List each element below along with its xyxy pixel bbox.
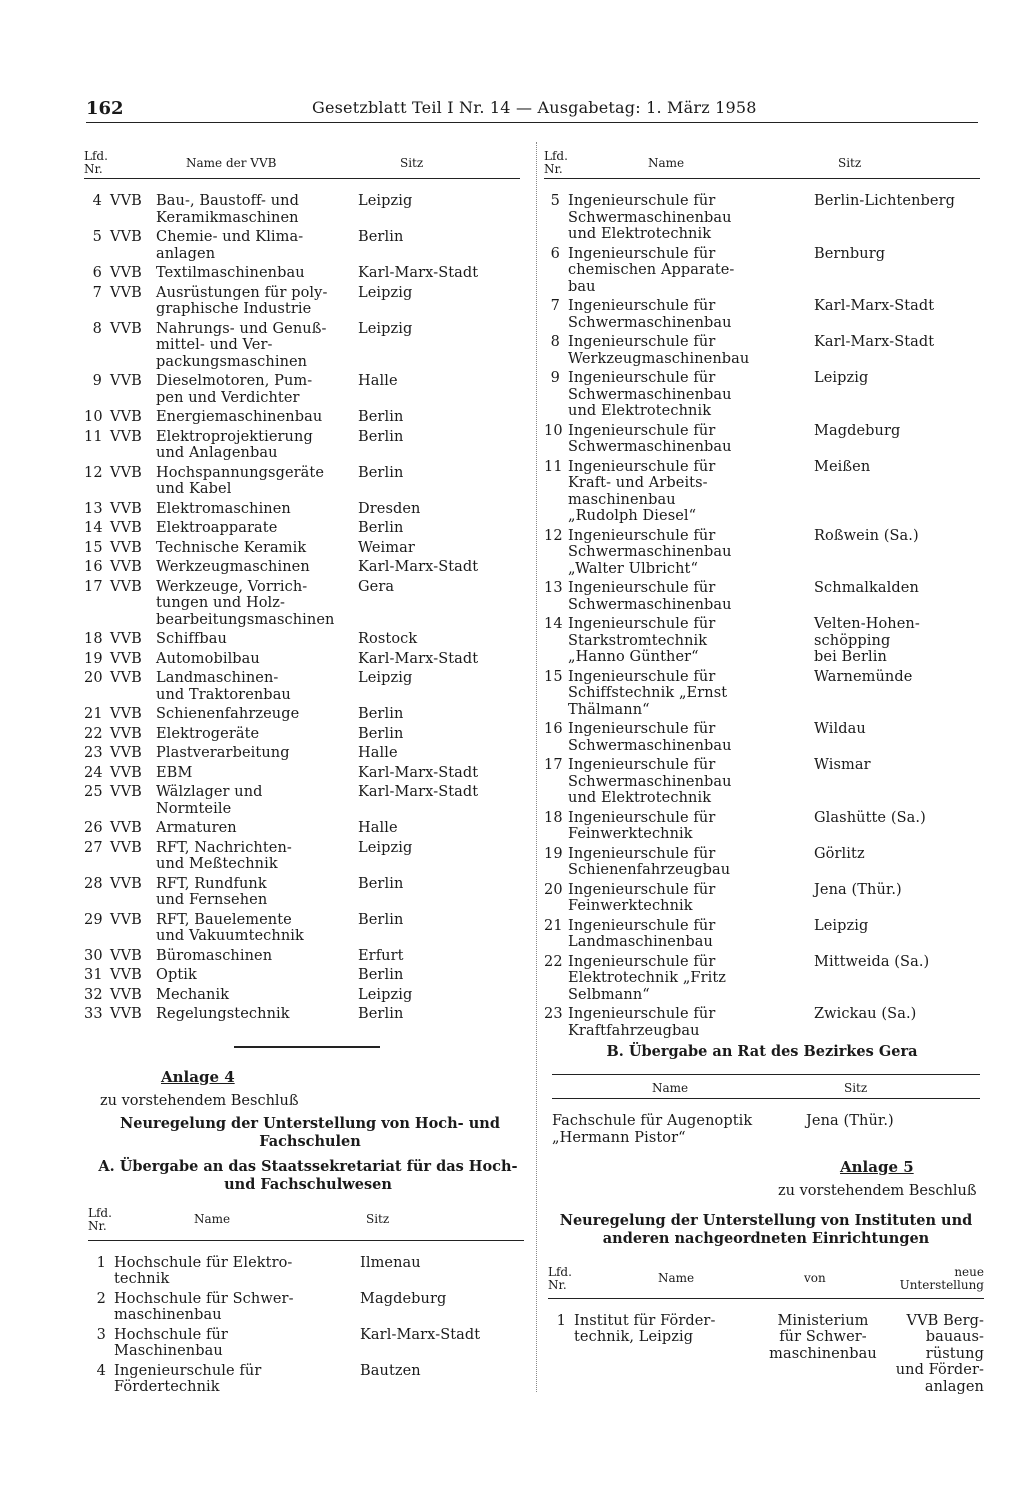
row-name: Nahrungs- und Genuß- mittel- und Ver- packungsmaschinen xyxy=(156,320,327,370)
row-prefix: VVB xyxy=(110,784,142,800)
row-number: 1 xyxy=(556,1312,566,1329)
row-sitz: Berlin xyxy=(358,428,404,445)
table-b xyxy=(552,1074,980,1149)
row-name: Ingenieurschule für Feinwerktechnik xyxy=(568,809,716,842)
row-number: 28 xyxy=(84,875,103,892)
table-row xyxy=(544,179,980,246)
table-row xyxy=(84,987,520,1007)
row-name: Elektroapparate xyxy=(156,520,278,536)
row-sitz: Berlin xyxy=(358,464,404,481)
row-sitz: Meißen xyxy=(814,458,871,475)
row-sitz: Berlin xyxy=(358,911,404,928)
row-sitz: Leipzig xyxy=(814,917,869,934)
row-number: 13 xyxy=(84,500,103,517)
row-sitz: Velten-Hohen- schöpping bei Berlin xyxy=(814,616,920,665)
row-prefix: VVB xyxy=(110,284,142,301)
row-number: 12 xyxy=(84,464,103,481)
table-row xyxy=(544,954,980,1007)
row-sitz: Leipzig xyxy=(814,370,869,386)
row-number: 4 xyxy=(92,193,102,209)
table-row xyxy=(84,373,520,409)
row-sitz: Karl-Marx-Stadt xyxy=(814,334,935,350)
row-name: Ingenieurschule für Feinwerktechnik xyxy=(568,881,716,914)
row-name: Regelungstechnik xyxy=(156,1006,290,1022)
table-row xyxy=(84,967,520,987)
row-sitz: Berlin xyxy=(358,875,404,892)
table-row xyxy=(84,706,520,726)
row-number: 14 xyxy=(84,520,103,536)
row-sitz: Berlin xyxy=(358,725,404,742)
table-row xyxy=(544,918,980,954)
row-prefix: VVB xyxy=(110,650,142,667)
table-row xyxy=(84,651,520,671)
table-row xyxy=(84,540,520,560)
header-rule xyxy=(86,122,978,123)
row-prefix: VVB xyxy=(110,839,142,856)
table-row xyxy=(88,1240,524,1291)
row-number: 1 xyxy=(96,1254,106,1271)
row-sitz: Jena (Thür.) xyxy=(806,1113,894,1129)
row-sitz: Leipzig xyxy=(358,320,413,337)
col-header-nr: Lfd. Nr. xyxy=(84,149,108,176)
row-number: 23 xyxy=(544,1006,563,1022)
row-number: 17 xyxy=(84,578,103,595)
row-number: 16 xyxy=(84,559,103,575)
row-sitz: Görlitz xyxy=(814,845,865,862)
row-name: EBM xyxy=(156,764,193,781)
row-number: 6 xyxy=(92,265,102,281)
table-row xyxy=(544,298,980,334)
row-sitz: Erfurt xyxy=(358,947,404,964)
anlage4-subtitle: zu vorstehendem Beschluß xyxy=(100,1093,299,1109)
row-prefix: VVB xyxy=(110,428,142,445)
row-sitz: Leipzig xyxy=(358,284,413,301)
row-sitz: Halle xyxy=(358,373,398,389)
row-name: Schienenfahrzeuge xyxy=(156,706,300,722)
page-title: Gesetzblatt Teil I Nr. 14 — Ausgabetag: 1. März 1958 xyxy=(312,98,757,117)
row-number: 5 xyxy=(550,193,560,209)
row-prefix: VVB xyxy=(110,320,142,337)
table-a-right xyxy=(544,150,980,1042)
row-number: 5 xyxy=(92,229,102,245)
row-name: Fachschule für Augenoptik „Hermann Pistor“ xyxy=(552,1113,753,1146)
row-number: 3 xyxy=(96,1326,106,1343)
row-sitz: Ilmenau xyxy=(360,1254,421,1271)
row-sitz: Magdeburg xyxy=(814,422,901,439)
table-row xyxy=(552,1099,980,1150)
row-name: Ingenieurschule für Starkstromtechnik „Hanno Günther“ xyxy=(568,616,716,665)
row-number: 2 xyxy=(96,1290,106,1307)
table-row xyxy=(88,1363,524,1399)
table-row xyxy=(544,1006,980,1042)
row-number: 16 xyxy=(544,721,563,737)
row-name: Hochschule für Elektro- technik xyxy=(114,1254,293,1287)
table-row xyxy=(544,846,980,882)
table-b-body xyxy=(552,1099,980,1150)
row-name: Optik xyxy=(156,967,197,983)
row-name: Ingenieurschule für Schienenfahrzeugbau xyxy=(568,845,731,878)
col-header-name: Name xyxy=(658,1271,695,1286)
row-sitz: Karl-Marx-Stadt xyxy=(358,784,479,800)
table-row xyxy=(84,1006,520,1026)
col-header-name: Name xyxy=(652,1081,689,1095)
row-prefix: VVB xyxy=(110,631,142,647)
row-name: Elektroprojektierung und Anlagenbau xyxy=(156,428,313,461)
row-name: Ingenieurschule für Werkzeugmaschinenbau xyxy=(568,334,750,367)
row-name: RFT, Bauelemente und Vakuumtechnik xyxy=(156,911,304,944)
row-sitz: Schmalkalden xyxy=(814,580,919,596)
row-number: 17 xyxy=(544,757,563,773)
row-sitz: Berlin xyxy=(358,967,404,983)
row-sitz: Halle xyxy=(358,745,398,761)
section-b-heading: B. Übergabe an Rat des Bezirkes Gera xyxy=(606,1043,918,1060)
anlage4-heading: Neuregelung der Unterstellung von Hoch- und Fachschulen xyxy=(120,1115,500,1150)
row-number: 6 xyxy=(550,245,560,262)
row-number: 20 xyxy=(84,670,103,686)
row-prefix: VVB xyxy=(110,706,142,722)
row-sitz: Weimar xyxy=(358,539,415,556)
table-row xyxy=(544,580,980,616)
table-row xyxy=(544,757,980,810)
row-prefix: VVB xyxy=(110,1006,142,1022)
row-name: Ingenieurschule für chemischen Apparate- bau xyxy=(568,245,735,295)
anlage5-subtitle: zu vorstehendem Beschluß xyxy=(778,1183,977,1199)
table-row xyxy=(544,616,980,669)
row-name: Bau-, Baustoff- und Keramikmaschinen xyxy=(156,193,299,226)
table-row xyxy=(84,726,520,746)
row-number: 24 xyxy=(84,764,103,781)
row-sitz: Berlin xyxy=(358,409,404,425)
row-prefix: VVB xyxy=(110,500,142,517)
row-name: Ingenieurschule für Schwermaschinenbau xyxy=(568,580,732,613)
row-number: 21 xyxy=(84,706,103,722)
row-number: 18 xyxy=(544,809,563,826)
section-divider xyxy=(234,1046,380,1048)
row-sitz: Leipzig xyxy=(358,986,413,1003)
row-sitz: Berlin xyxy=(358,706,404,722)
row-sitz: Karl-Marx-Stadt xyxy=(358,265,479,281)
row-name: Elektromaschinen xyxy=(156,500,291,517)
row-number: 20 xyxy=(544,881,563,898)
table-row xyxy=(84,579,520,632)
row-name: Ingenieurschule für Schwermaschinenbau und Elektrotechnik xyxy=(568,370,732,419)
row-name: Automobilbau xyxy=(156,650,260,667)
row-name: Ingenieurschule für Elektrotechnik „Fritz Selbmann“ xyxy=(568,953,727,1003)
table-row xyxy=(544,246,980,299)
col-header-nr: Lfd. Nr. xyxy=(544,149,568,176)
row-name: Hochschule für Maschinenbau xyxy=(114,1326,228,1359)
row-number: 9 xyxy=(550,370,560,386)
row-sitz: Karl-Marx-Stadt xyxy=(360,1326,481,1343)
table-row xyxy=(88,1327,524,1363)
table-row xyxy=(84,631,520,651)
row-prefix: VVB xyxy=(110,373,142,389)
row-prefix: VVB xyxy=(110,986,142,1003)
row-sitz: Zwickau (Sa.) xyxy=(814,1006,917,1022)
row-sitz: Karl-Marx-Stadt xyxy=(358,650,479,667)
row-name: Ingenieurschule für Fördertechnik xyxy=(114,1362,262,1395)
table-a-left-body xyxy=(88,1240,524,1399)
table-row xyxy=(84,670,520,706)
row-prefix: VVB xyxy=(110,764,142,781)
row-prefix: VVB xyxy=(110,539,142,556)
row-name: Dieselmotoren, Pum- pen und Verdichter xyxy=(156,373,313,406)
row-name: Wälzlager und Normteile xyxy=(156,784,263,817)
row-name: RFT, Nachrichten- und Meßtechnik xyxy=(156,839,292,872)
row-number: 15 xyxy=(544,668,563,685)
row-number: 11 xyxy=(84,428,103,445)
table-row xyxy=(544,370,980,423)
row-name: Werkzeugmaschinen xyxy=(156,559,310,575)
table-b-block xyxy=(552,1074,980,1149)
row-number: 15 xyxy=(84,539,103,556)
row-sitz: Berlin xyxy=(358,1006,404,1022)
row-name: Ingenieurschule für Schwermaschinenbau xyxy=(568,721,732,754)
row-name: Ingenieurschule für Schiffstechnik „Ernst Thälmann“ xyxy=(568,668,728,718)
col-header-name: Name xyxy=(648,155,685,170)
table-row xyxy=(84,784,520,820)
row-prefix: VVB xyxy=(110,265,142,281)
row-number: 30 xyxy=(84,947,103,964)
row-number: 8 xyxy=(92,320,102,337)
row-sitz: Wildau xyxy=(814,721,866,737)
table-row xyxy=(88,1291,524,1327)
row-number: 18 xyxy=(84,631,103,647)
row-sitz: Dresden xyxy=(358,500,421,517)
row-prefix: VVB xyxy=(110,520,142,536)
page-header xyxy=(86,98,978,122)
col-header-von: von xyxy=(804,1271,826,1286)
table-row xyxy=(544,810,980,846)
table-row xyxy=(84,820,520,840)
row-prefix: VVB xyxy=(110,911,142,928)
row-sitz: Mittweida (Sa.) xyxy=(814,953,930,970)
row-sitz: Leipzig xyxy=(358,839,413,856)
row-name: Mechanik xyxy=(156,986,230,1003)
table-row xyxy=(544,423,980,459)
row-sitz: Gera xyxy=(358,578,395,595)
table-row xyxy=(84,265,520,285)
table-anlage5-body xyxy=(548,1298,984,1398)
row-sitz: Magdeburg xyxy=(360,1290,447,1307)
row-name: Chemie- und Klima- anlagen xyxy=(156,229,304,262)
row-number: 25 xyxy=(84,784,103,800)
row-prefix: VVB xyxy=(110,820,142,836)
col-header-sitz: Sitz xyxy=(366,1212,390,1227)
table-row xyxy=(84,179,520,230)
row-number: 31 xyxy=(84,967,103,983)
table-row xyxy=(548,1298,984,1398)
row-sitz: Leipzig xyxy=(358,193,413,209)
col-header-nr: Lfd. Nr. xyxy=(548,1264,572,1292)
row-number: 11 xyxy=(544,458,563,475)
row-name: Textilmaschinenbau xyxy=(156,265,305,281)
anlage5-title: Anlage 5 xyxy=(840,1158,914,1176)
page-number: 162 xyxy=(86,98,124,119)
row-von: Ministerium für Schwer- maschinenbau xyxy=(769,1312,877,1362)
row-name: Werkzeuge, Vorrich- tungen und Holz- bearbeitungsmaschinen xyxy=(156,578,335,628)
table-row xyxy=(544,882,980,918)
row-number: 7 xyxy=(550,298,560,314)
row-number: 4 xyxy=(96,1362,106,1379)
table-row xyxy=(84,429,520,465)
row-sitz: Berlin-Lichtenberg xyxy=(814,193,956,209)
anlage4-title: Anlage 4 xyxy=(161,1068,235,1086)
table-row xyxy=(544,334,980,370)
row-sitz: Jena (Thür.) xyxy=(814,881,902,898)
row-number: 21 xyxy=(544,917,563,934)
table-row xyxy=(84,501,520,521)
row-sitz: Halle xyxy=(358,820,398,836)
row-prefix: VVB xyxy=(110,947,142,964)
row-name: Elektrogeräte xyxy=(156,725,260,742)
col-header-neue: neue Unterstellung xyxy=(899,1264,984,1292)
row-number: 22 xyxy=(84,725,103,742)
row-number: 26 xyxy=(84,820,103,836)
row-name: Ingenieurschule für Schwermaschinenbau und Elektrotechnik xyxy=(568,193,732,242)
row-number: 22 xyxy=(544,953,563,970)
row-prefix: VVB xyxy=(110,193,142,209)
row-sitz: Leipzig xyxy=(358,670,413,686)
row-name: Ingenieurschule für Kraft- und Arbeits- maschinenbau „Rudolph Diesel“ xyxy=(568,458,716,524)
row-name: Hochschule für Schwer- maschinenbau xyxy=(114,1290,294,1323)
row-sitz: Rostock xyxy=(358,631,418,647)
row-number: 10 xyxy=(544,422,563,439)
row-sitz: Karl-Marx-Stadt xyxy=(358,559,479,575)
row-number: 19 xyxy=(84,650,103,667)
row-sitz: Bernburg xyxy=(814,245,886,262)
row-sitz: Roßwein (Sa.) xyxy=(814,527,919,544)
table-row xyxy=(84,745,520,765)
table-row xyxy=(84,229,520,265)
table-row xyxy=(84,321,520,374)
table-anlage5-block xyxy=(548,1262,984,1398)
row-name: Energiemaschinenbau xyxy=(156,409,323,425)
row-prefix: VVB xyxy=(110,229,142,245)
row-sitz: Berlin xyxy=(358,520,404,536)
anlage5-heading: Neuregelung der Unterstellung von Instituten und anderen nachgeordneten Einrichtungen xyxy=(559,1212,973,1247)
row-sitz: Berlin xyxy=(358,229,404,245)
row-number: 13 xyxy=(544,580,563,596)
col-header-name: Name xyxy=(194,1212,231,1227)
row-prefix: VVB xyxy=(110,559,142,575)
row-name: Ingenieurschule für Schwermaschinenbau „Walter Ulbricht“ xyxy=(568,527,732,577)
row-sitz: Karl-Marx-Stadt xyxy=(814,298,935,314)
row-name: RFT, Rundfunk und Fernsehen xyxy=(156,875,268,908)
row-prefix: VVB xyxy=(110,875,142,892)
table-row xyxy=(544,669,980,722)
row-prefix: VVB xyxy=(110,578,142,595)
row-number: 32 xyxy=(84,986,103,1003)
vvb-table xyxy=(84,150,520,1026)
row-sitz: Warnemünde xyxy=(814,668,913,685)
table-a-left xyxy=(88,1202,524,1399)
row-prefix: VVB xyxy=(110,725,142,742)
table-a-left-block xyxy=(88,1202,524,1399)
table-anlage5 xyxy=(548,1262,984,1398)
row-neue-unterstellung: VVB Berg- bauaus- rüstung und Förder- anlagen xyxy=(895,1312,984,1395)
row-name: Büromaschinen xyxy=(156,947,273,964)
row-name: Armaturen xyxy=(156,820,237,836)
row-number: 23 xyxy=(84,745,103,761)
table-row xyxy=(84,285,520,321)
col-header-sitz: Sitz xyxy=(844,1081,868,1095)
row-name: Technische Keramik xyxy=(156,539,307,556)
col-header-sitz: Sitz xyxy=(400,155,424,170)
col-header-name: Name der VVB xyxy=(186,155,277,170)
table-row xyxy=(544,459,980,528)
row-name: Hochspannungsgeräte und Kabel xyxy=(156,464,325,497)
row-name: Ingenieurschule für Schwermaschinenbau und Elektrotechnik xyxy=(568,757,732,806)
row-number: 14 xyxy=(544,616,563,632)
col-header-nr: Lfd. Nr. xyxy=(88,1205,112,1233)
row-number: 27 xyxy=(84,839,103,856)
row-prefix: VVB xyxy=(110,745,142,761)
vvb-table-block xyxy=(84,150,520,1026)
row-name: Ingenieurschule für Landmaschinenbau xyxy=(568,917,716,950)
row-sitz: Wismar xyxy=(814,757,871,773)
table-row xyxy=(84,465,520,501)
row-number: 33 xyxy=(84,1006,103,1022)
table-row xyxy=(84,876,520,912)
table-a-right-block xyxy=(544,150,980,1042)
col-header-sitz: Sitz xyxy=(838,155,862,170)
table-row xyxy=(84,948,520,968)
row-number: 7 xyxy=(92,284,102,301)
row-prefix: VVB xyxy=(110,967,142,983)
row-number: 29 xyxy=(84,911,103,928)
table-row xyxy=(84,559,520,579)
row-name: Ingenieurschule für Kraftfahrzeugbau xyxy=(568,1006,716,1039)
row-name: Ausrüstungen für poly- graphische Industrie xyxy=(156,284,328,317)
row-prefix: VVB xyxy=(110,464,142,481)
row-number: 8 xyxy=(550,334,560,350)
row-name: Ingenieurschule für Schwermaschinenbau xyxy=(568,422,732,455)
vvb-table-body xyxy=(84,179,520,1026)
row-sitz: Glashütte (Sa.) xyxy=(814,809,926,826)
row-number: 10 xyxy=(84,409,103,425)
row-name: Landmaschinen- und Traktorenbau xyxy=(156,670,291,703)
table-row xyxy=(84,840,520,876)
table-row xyxy=(84,520,520,540)
row-name: Plastverarbeitung xyxy=(156,745,290,761)
row-number: 9 xyxy=(92,373,102,389)
row-number: 12 xyxy=(544,527,563,544)
table-row xyxy=(84,912,520,948)
column-separator xyxy=(536,142,537,1392)
row-prefix: VVB xyxy=(110,409,142,425)
row-number: 19 xyxy=(544,845,563,862)
row-sitz: Karl-Marx-Stadt xyxy=(358,764,479,781)
row-name: Institut für Förder- technik, Leipzig xyxy=(574,1312,716,1345)
table-row xyxy=(544,528,980,581)
table-a-right-body xyxy=(544,179,980,1043)
row-name: Ingenieurschule für Schwermaschinenbau xyxy=(568,298,732,331)
row-sitz: Bautzen xyxy=(360,1362,421,1379)
table-row xyxy=(544,721,980,757)
table-row xyxy=(84,765,520,785)
table-row xyxy=(84,409,520,429)
row-name: Schiffbau xyxy=(156,631,227,647)
section-a-heading: A. Übergabe an das Staatssekretariat für das Hoch- und Fachschulwesen xyxy=(98,1158,518,1193)
row-prefix: VVB xyxy=(110,670,142,686)
